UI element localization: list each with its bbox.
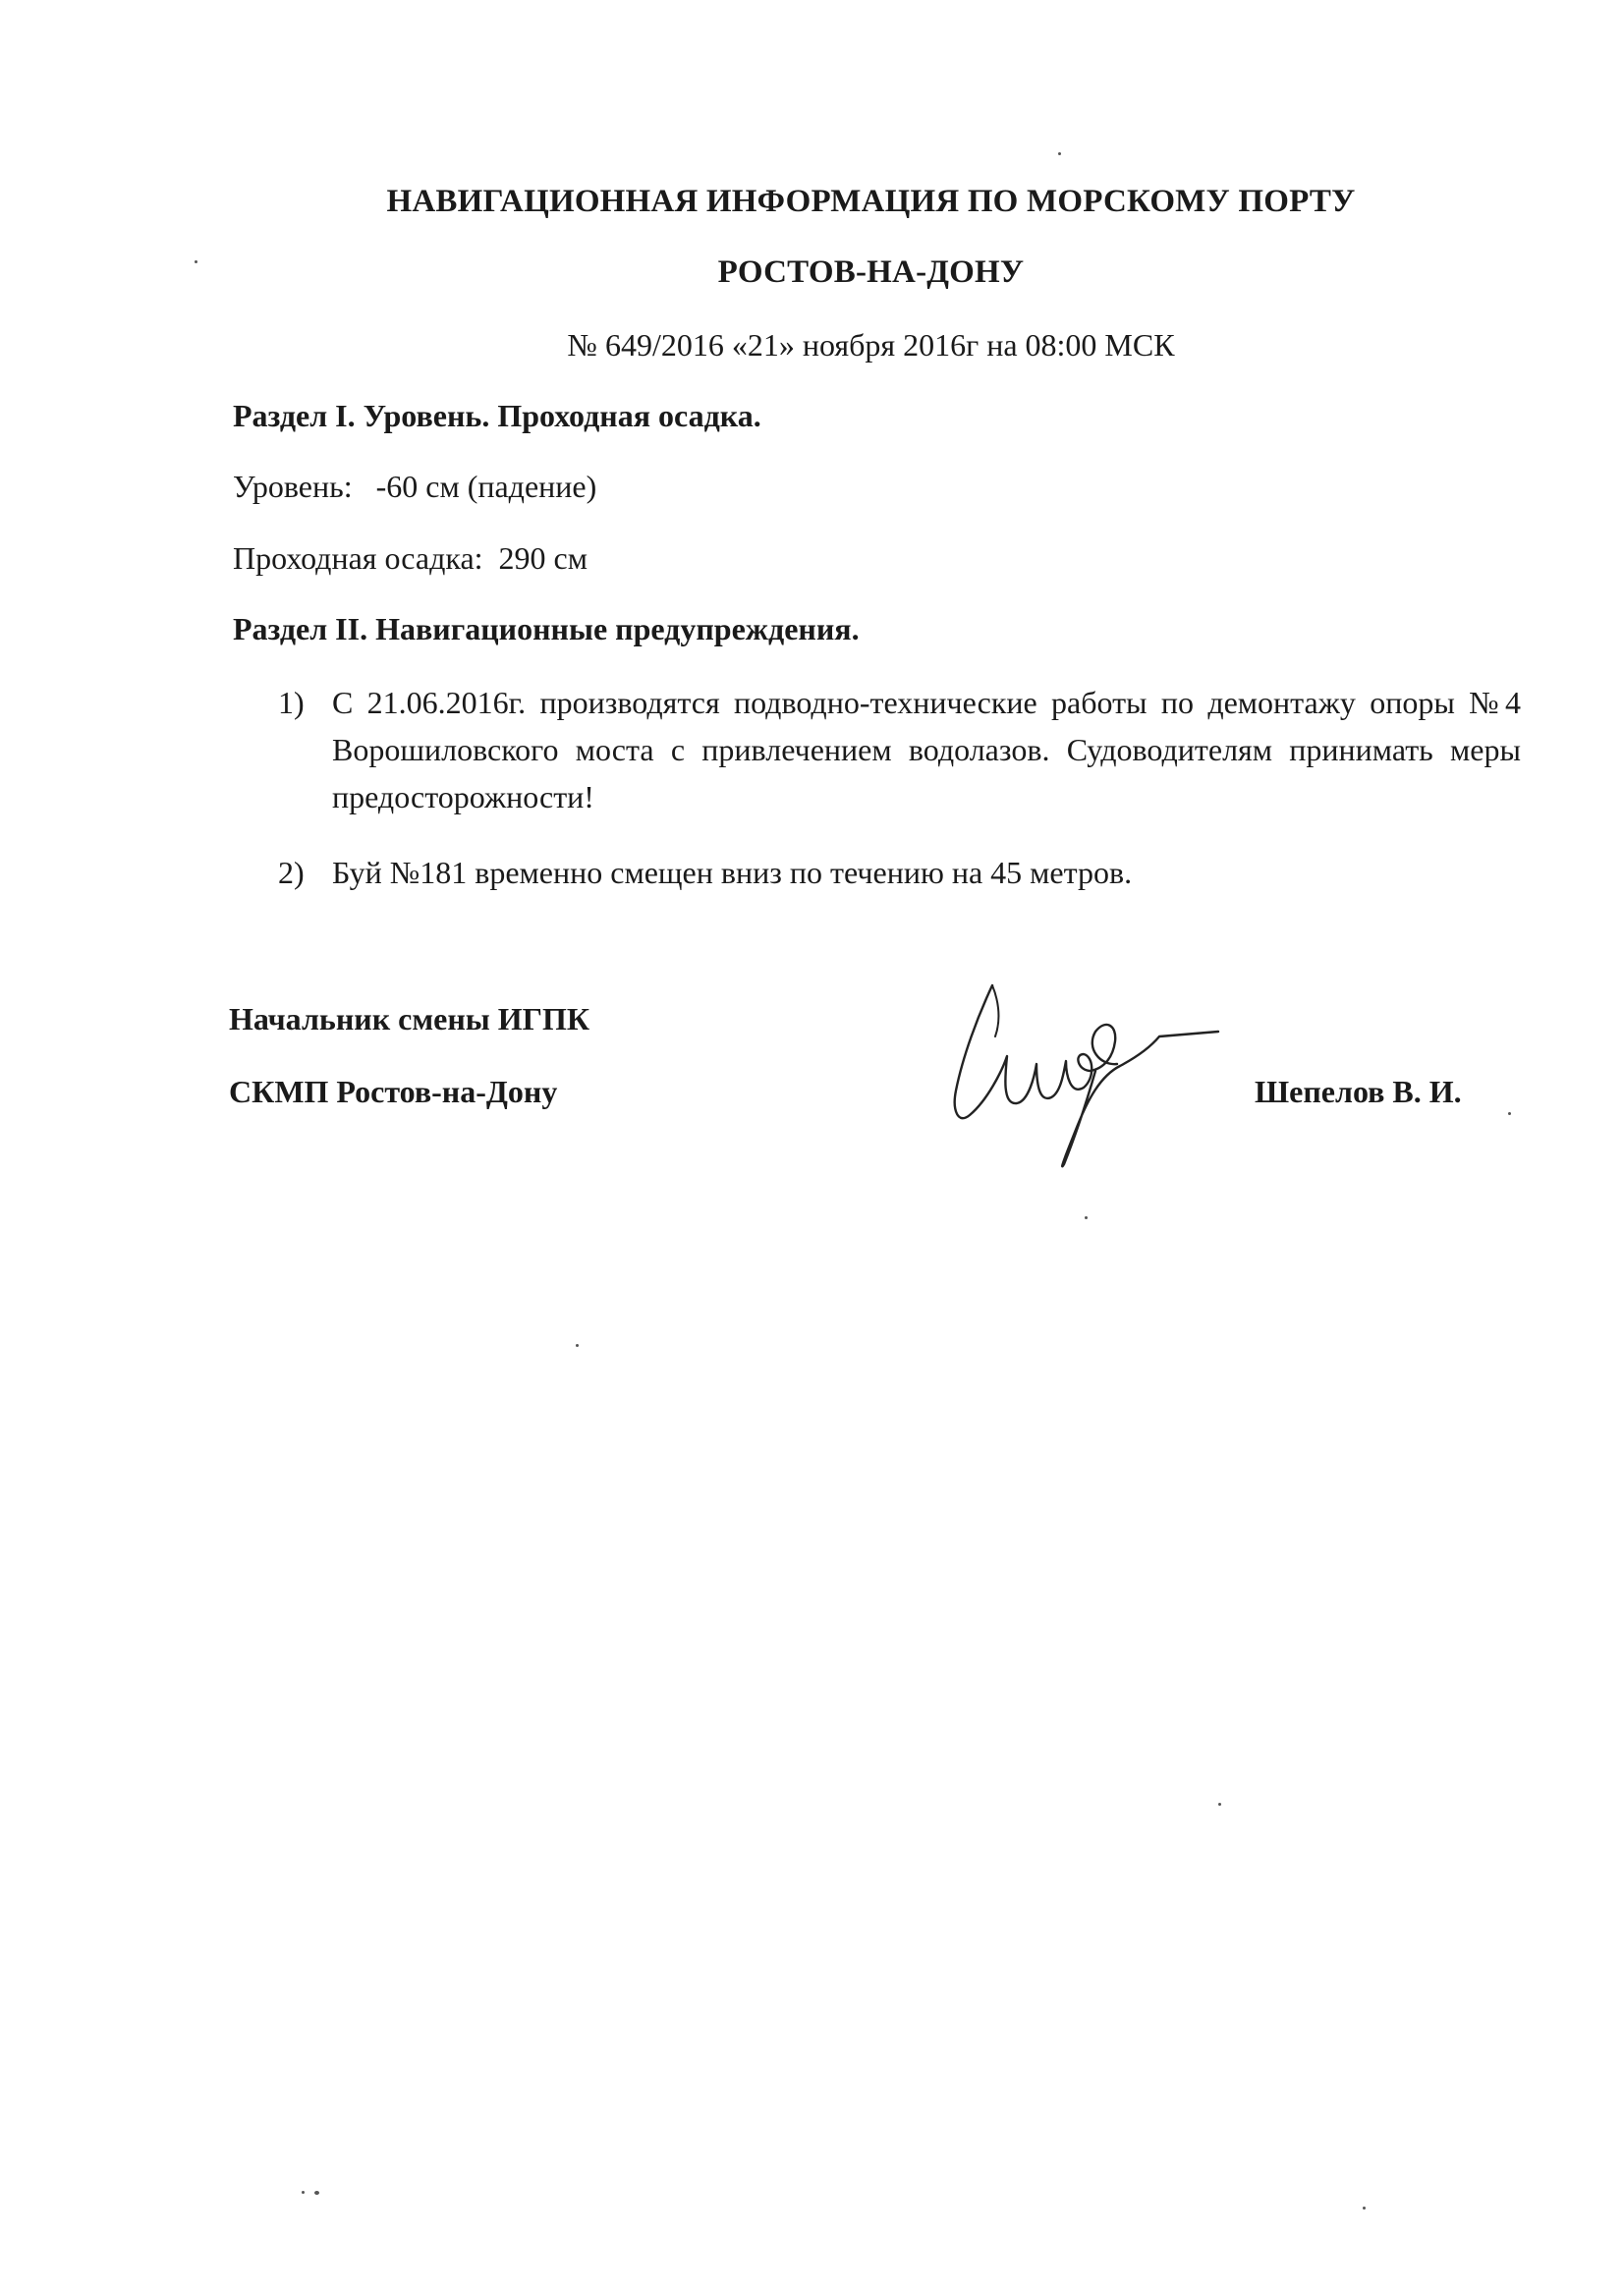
water-level-field: Уровень: -60 см (падение) [233, 469, 597, 504]
warning-number: 2) [278, 855, 305, 890]
scan-speck [302, 2191, 305, 2194]
section1-heading: Раздел I. Уровень. Проходная осадка. [233, 398, 761, 433]
signer-organization: СКМП Ростов-на-Дону [229, 1074, 558, 1109]
scan-speck [1508, 1112, 1511, 1115]
scan-speck [314, 2191, 319, 2195]
document-title-line2: РОСТОВ-НА-ДОНУ [717, 254, 1025, 290]
scan-speck [195, 260, 197, 263]
scan-speck [1218, 1803, 1221, 1806]
document-number-date: № 649/2016 «21» ноября 2016г на 08:00 МСК [567, 327, 1175, 363]
signer-position: Начальник смены ИГПК [229, 1001, 590, 1036]
scan-speck [1363, 2207, 1366, 2210]
warning-text: С 21.06.2016г. производятся подводно-технические работы по демонтажу опоры №4 Ворошиловского моста с привлечением водолазов. Судоводителям принимать меры предосторожности! [332, 685, 1521, 814]
passage-draft-field: Проходная осадка: 290 см [233, 540, 588, 576]
scan-speck [1058, 152, 1061, 155]
warning-item [278, 849, 1521, 896]
signer-name: Шепелов В. И. [1255, 1074, 1462, 1109]
document-title-line1: НАВИГАЦИОННАЯ ИНФОРМАЦИЯ ПО МОРСКОМУ ПОРТУ [386, 184, 1356, 219]
scan-speck [576, 1344, 579, 1347]
scan-speck [1085, 1216, 1088, 1219]
warning-text: Буй №181 временно смещен вниз по течению на 45 метров. [332, 855, 1133, 890]
warning-item [278, 679, 1521, 820]
handwritten-signature [948, 978, 1223, 1174]
warning-number: 1) [278, 685, 305, 720]
section2-heading: Раздел II. Навигационные предупреждения. [233, 611, 860, 646]
